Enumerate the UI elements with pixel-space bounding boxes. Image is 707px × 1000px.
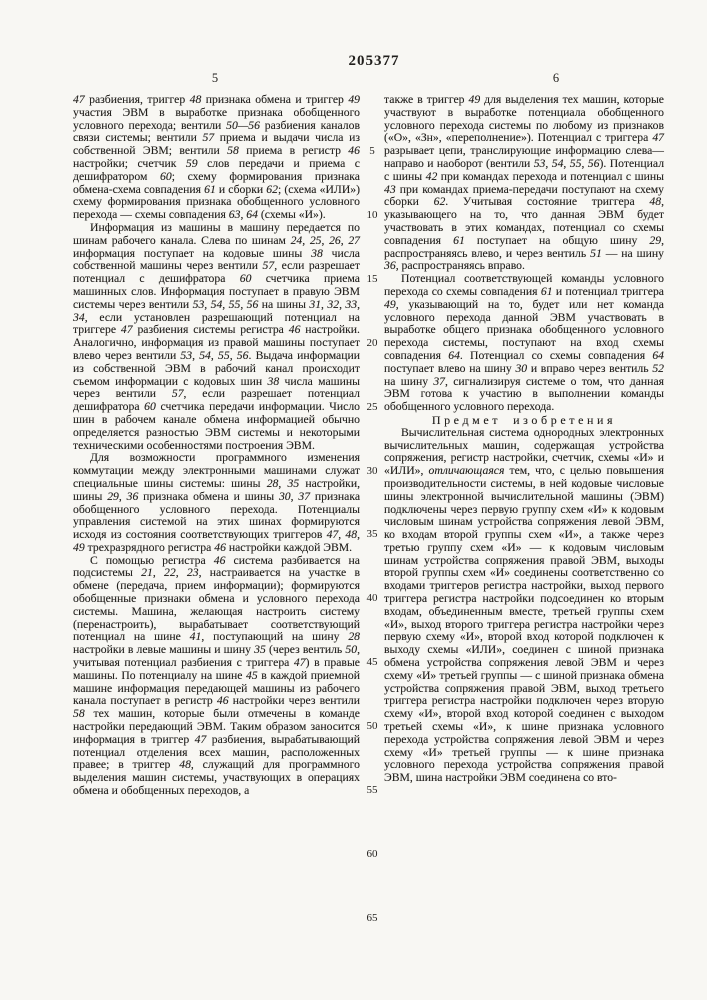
right-paragraph-2: Потенциал соответствующей команды условного перехода со схемы совпадения 61 и потенциал триггера 49, указывающий на то, будет или нет команда условного перехода данной ЭВМ участвовать в выработке общего признака обобщенного условного перехода системы, поступают на вход схемы совпадения 64. Потенциал со схемы совпадения 64 поступает влево на шину 30 и вправо через вентиль 52 на шину 37, сигнализируя системе о том, что данная ЭВМ готова к участию в выполнении команды обобщенного условного перехода. [384,272,665,414]
patent-number: 205377 [348,53,400,69]
right-paragraph-1: также в триггер 49 для выделения тех машин, которые участвуют в выработке потенциала обобщенного условного перехода системы по любому из признаков («О», «Зн», «переполнение»). Потенциал с триггера 47 разрывает цепи, транслирующие информацию слева—направо и наоборот (вентили 53, 54, 55, 56). Потенциал с шины 42 при командах перехода и потенциал с шины 43 при командах приема-передачи поступают на схему сборки 62. Учитывая состояние триггера 48, указывающего на то, что данная ЭВМ будет участвовать в этих командах, потенциал со схемы совпадения 61 поступает на общую шину 29, распространяясь влево, и через вентиль 51 — на шину 36, распространяясь вправо. [384,93,665,273]
page-number-right: 6 [552,71,560,85]
gutter-line-number-15: 15 [366,273,378,285]
gutter-line-number-40: 40 [366,592,378,604]
line-number-gutter [360,94,384,924]
gutter-line-number-30: 30 [366,465,378,477]
gutter-line-number-55: 55 [366,784,378,796]
left-paragraph-1: 47 разбиения, триггер 48 признака обмена и триггер 49 участия ЭВМ в выработке признака обобщенного условного перехода; вентили 50—56 разбиения каналов связи системы; вентили 57 приема и выдачи числа из собственной ЭВМ; вентили 58 приема в регистр 46 настройки; счетчик 59 слов передачи и приема с дешифратором 60; схему формирования признака обмена-схема совпадения 61 и сборки 62; (схема «ИЛИ») схему формирования признака обобщенного условного перехода — схемы совпадения 63, 64 (схемы «И»). [73,93,360,222]
gutter-line-number-25: 25 [366,401,378,413]
gutter-line-number-35: 35 [366,528,378,540]
gutter-line-number-50: 50 [366,720,378,732]
page-content [73,93,665,924]
left-paragraph-4: С помощью регистра 46 система разбивается на подсистемы 21, 22, 23, настраивается на участке в обмене (передача, прием информации); формируются обобщенные признаки обмена и условного перехода системы. Машина, желающая настроить систему (перенастроить), вырабатывает соответствующий потенциал на шине 41, поступающий на шину 28 настройки в левые машины и шину 35 (через вентиль 50, учитывая потенциал разбиения с триггера 47) в правые машины. По потенциалу на шине 45 в каждой приемной машине информация передающей машины из рабочего канала поступает в регистр 46 настройки через вентили 58 тех машин, которые были отмечены в команде настройки передающий ЭВМ. Таким образом заносится информация в триггер 47 разбиения, вырабатывающий потенциал отделения всех машин, расположенных правее; в триггер 48, служащий для программного выделения машин системы, участвующих в операциях обмена и обобщенных переходов, а [73,553,361,798]
page-number-left: 5 [211,71,219,85]
claims-paragraph: Вычислительная система однородных электронных вычислительных машин, содержащая устройства сопряжения, регистр настройки, счетчик, схемы «И» и «ИЛИ», отличающаяся тем, что, с целью повышения производительности системы, в ней кодовые числовые шины электронной вычислительной машины (ЭВМ) подключены через первую группу схем «И» к кодовым числовым шинам устройства сопряжения левой ЭВМ, ко входам второй группы схем «И», а также через третью группу схем «И» — к кодовым числовым шинам устройства сопряжения правой ЭВМ, выходы второй группы схем «И» соединены соответственно со входами триггеров регистра настройки, выход первого триггера регистра настройки подсоединен ко вторым входам, объединенным вместе, третьей группы схем «И», выход второго триггера регистра настройки через первую схему «И», второй вход которой подключен к выходу схемы «ИЛИ», соединен с шиной признака обмена устройства сопряжения левой ЭВМ и через схему «И» третьей группы — с шиной признака обмена устройства сопряжения правой ЭВМ, выход третьего триггера регистра настройки подключен через вторую схему «И», второй вход которой соединен с выходом третьей схемы «И», к шине признака условного перехода устройства сопряжения левой ЭВМ и через схему «И» третьей группы — к шине признака условного перехода устройства сопряжения правой ЭВМ, шина настройки ЭВМ соединена со вто- [384,425,664,785]
gutter-line-number-65: 65 [366,912,378,924]
gutter-line-number-45: 45 [366,656,378,668]
gutter-line-number-5: 5 [369,145,375,157]
claims-heading: Предмет изобретения [431,412,617,427]
right-column [384,94,664,798]
gutter-line-number-10: 10 [366,209,378,221]
left-paragraph-3: Для возможности программного изменения коммутации между электронными машинами служат специальные шины системы: шины 28, 35 настройки, шины 29, 36 признака обмена и шины 30, 37 признака обобщенного условного перехода. Потенциалы управления системой на этих шинах формируются исходя из состояния соответствующих триггеров 47, 48, 49 трехразрядного регистра 46 настройки каждой ЭВМ. [73,451,361,554]
left-column [73,94,360,798]
left-paragraph-2: Информация из машины в машину передается по шинам рабочего канала. Слева по шинам 24, 25, 26, 27 информация поступает на кодовые шины 38 числа собственной машины через вентили 57, если разрешает потенциал с дешифратора 60 счетчика приема машинных слов. Информация поступает в правую ЭВМ системы через вентили 53, 54, 55, 56 на шины 31, 32, 33, 34, если установлен разрешающий потенциал на триггере 47 разбиения системы регистра 46 настройки. Аналогично, информация из правой машины поступает влево через вентили 53, 54, 55, 56. Выдача информации из собственной ЭВМ в рабочий канал происходит съемом информации с кодовых шин 38 числа машины через вентили 57, если разрешает потенциал дешифратора 60 счетчика передачи информации. Число шин в рабочем канале обмена информацией обычно определяется разностью ЭВМ системы и некоторыми техническими особенностями построения ЭВМ. [73,220,361,452]
gutter-line-number-20: 20 [366,337,378,349]
gutter-line-number-60: 60 [366,848,378,860]
